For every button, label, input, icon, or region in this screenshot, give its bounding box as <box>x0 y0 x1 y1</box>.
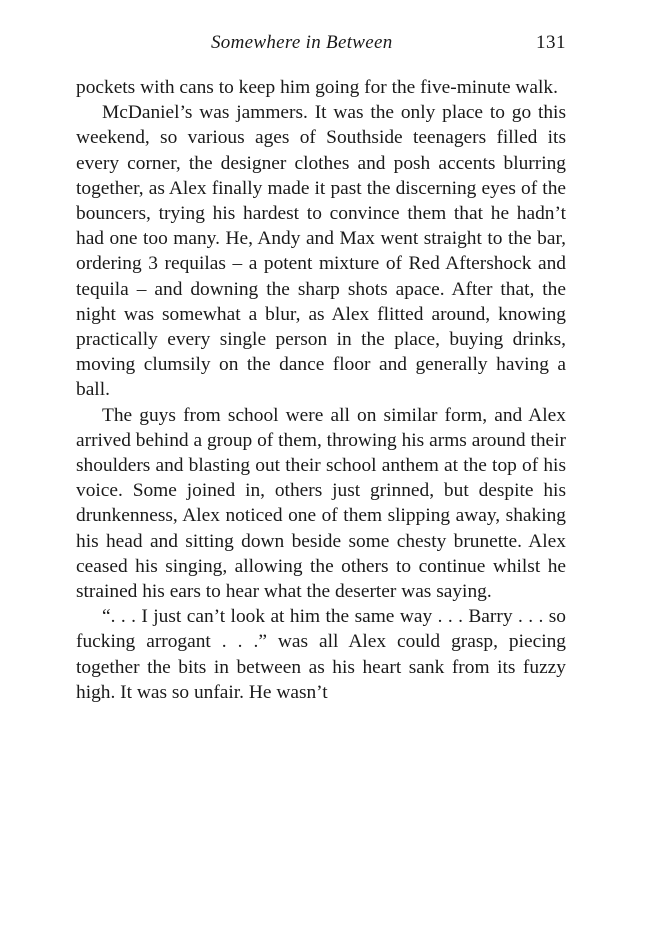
paragraph: McDaniel’s was jammers. It was the only place to go this weekend, so various ages of Southside teenagers filled its every corner, the designer clothes and posh accents blurring together, as Alex finally made it past the discerning eyes of the bouncers, trying his hardest to convince them that he hadn’t had one too many. He, Andy and Max went straight to the bar, ordering 3 requilas – a potent mixture of Red Aftershock and tequila – and downing the sharp shots apace. After that, the night was somewhat a blur, as Alex flitted around, knowing practically every single person in the place, buying drinks, moving clumsily on the dance floor and generally having a ball. <box>76 102 566 401</box>
running-title: Somewhere in Between <box>211 32 393 53</box>
paragraph: “. . . I just can’t look at him the same way . . . Barry . . . so fucking arrogant . . .” was all Alex could grasp, piecing together the bits in between as his heart sank from its fuzzy high. It was so unfair. He wasn’t <box>76 606 566 703</box>
paragraph-continued: pockets with cans to keep him going for the five-minute walk. <box>76 77 558 98</box>
paragraph: The guys from school were all on similar form, and Alex arrived behind a group of them, throwing his arms around their shoulders and blasting out their school anthem at the top of his voice. Some joined in, others just grinned, but despite his drunkenness, Alex noticed one of them slipping away, shaking his head and sitting down beside some chesty brunette. Alex ceased his singing, allowing the others to continue whilst he strained his ears to hear what the deserter was saying. <box>76 404 566 603</box>
running-head <box>76 32 566 58</box>
page-number: 131 <box>536 32 566 53</box>
body-text <box>76 75 566 705</box>
